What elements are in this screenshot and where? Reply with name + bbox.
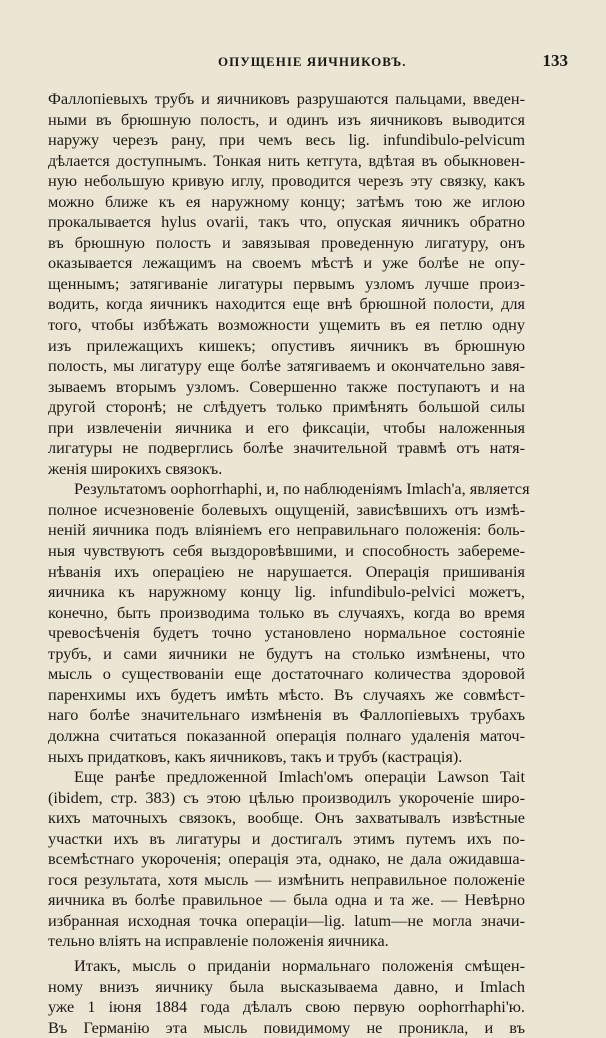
text-line: въ брюшную полость и завязывая проведенную лигатуру, онъ — [48, 232, 525, 252]
text-line: всемѣстнаго укороченія; операція эта, однако, не дала ожидавша- — [48, 849, 525, 869]
text-line: Результатомъ oophorrhaphi, и, по наблюденіямъ Imlach'а, является — [74, 479, 530, 499]
text-line: женія широкихъ связокъ. — [48, 458, 223, 478]
running-title: ОПУЩЕНІЕ ЯИЧНИКОВЪ. — [218, 54, 407, 69]
text-line: яичника въ болѣе правильное — была одна и та же. — Невѣрно — [48, 890, 525, 910]
text-line: изъ прилежащихъ кишекъ; опустивъ яичникъ въ брюшную — [48, 335, 525, 355]
text-line: конечно, быть производима только въ случаяхъ, когда во время — [48, 602, 525, 622]
text-line: участки ихъ въ лигатуры и достигалъ этимъ путемъ ихъ по- — [48, 828, 525, 848]
text-line: можно ближе къ ея наружному концу; затѣмъ тою же иглою — [48, 191, 525, 211]
paragraph-1 — [48, 89, 525, 479]
text-line: ныя чувствуютъ себя выздоровѣвшими, и способность забереме- — [48, 541, 525, 561]
page-header — [48, 50, 568, 76]
text-line: Еще ранѣе предложенной Imlach'омъ операціи Lawson Tait — [74, 767, 525, 787]
text-line: водить, когда яичникъ находится еще внѣ брюшной полости, для — [48, 294, 525, 314]
text-line: дѣлается доступнымъ. Тонкая нить кетгута, вдѣтая въ обыкновен- — [48, 150, 525, 170]
text-line: полость, мы лигатуру еще болѣе затягиваемъ и окончательно завя- — [48, 356, 525, 376]
text-line: неній яичника подъ вліяніемъ его неправильнаго положенія: боль- — [48, 520, 525, 540]
paragraph-4 — [48, 956, 525, 1038]
text-line: другой сторонѣ; не слѣдуетъ только примѣнять большой силы — [48, 397, 525, 417]
paragraph-2 — [48, 479, 530, 767]
text-line: (ibidem, стр. 383) съ этою цѣлью производилъ укороченіе широ- — [48, 787, 525, 807]
text-line: должна считаться показанной операція полнаго удаленія маточ- — [48, 725, 525, 745]
text-line: ную небольшую кривую иглу, проводится черезъ эту связку, какъ — [48, 171, 525, 191]
text-line: избранная исходная точка операціи—lig. latum—не могла значи- — [48, 910, 525, 930]
text-line: щеннымъ; затягиваніе лигатуры первымъ узломъ лучше произ- — [48, 273, 525, 293]
text-line: уже 1 іюня 1884 года дѣлалъ свою первую oophorrhaphi'ю. — [48, 997, 525, 1017]
text-line: оказывается лежащимъ на своемъ мѣстѣ и уже болѣе не опу- — [48, 253, 525, 273]
text-line: полное исчезновеніе болевыхъ ощущеній, зависѣвшихъ отъ измѣ- — [48, 499, 525, 519]
text-line: кихъ маточныхъ связокъ, вообще. Онъ захватывалъ извѣстные — [48, 808, 525, 828]
text-line: ными въ брюшную полость, и одинъ изъ яичниковъ выводится — [48, 109, 525, 129]
text-line: зываемъ вторымъ узломъ. Совершенно также поступаютъ и на — [48, 376, 525, 396]
page-number: 133 — [542, 51, 568, 70]
text-line: ному внизъ яичнику была высказываема давно, и Imlach — [48, 976, 525, 996]
text-line: лигатуры не подверглись болѣе значительной травмѣ отъ натя- — [48, 438, 525, 458]
paragraph-3 — [48, 767, 525, 952]
text-line: Фаллопіевыхъ трубъ и яичниковъ разрушаются пальцами, введен- — [48, 89, 525, 108]
text-line: мысль о существованіи еще достаточнаго количества здоровой — [48, 664, 525, 684]
text-line: того, чтобы избѣжать возможности ущемить въ ея петлю одну — [48, 315, 525, 335]
text-line: при извлеченіи яичника и его фиксаціи, чтобы наложенныя — [48, 417, 525, 437]
text-line: наго болѣе значительнаго измѣненія въ Фаллопіевыхъ трубахъ — [48, 705, 525, 725]
text-line: прокалывается hylus ovarii, такъ что, опуская яичникъ обратно — [48, 212, 525, 232]
text-line: тельно вліять на исправленіе положенія яичника. — [48, 931, 389, 951]
text-line: Итакъ, мысль о приданіи нормальнаго положенія смѣщен- — [74, 955, 525, 975]
text-line: чревосѣченія будетъ точно установлено нормальное состояніе — [48, 623, 525, 643]
text-line: Въ Германію эта мысль повидимому не проникла, и въ — [48, 1017, 525, 1037]
text-line: гося результата, хотя мысль — измѣнить неправильное положеніе — [48, 869, 525, 889]
text-line: трубъ, и сами яичники не будутъ на столько измѣнены, что — [48, 643, 525, 663]
text-line: яичника къ наружному концу lig. infundibulo-pelvici можетъ, — [48, 582, 525, 602]
text-line: нѣванія ихъ операціею не нарушается. Операція пришиванія — [48, 561, 525, 581]
text-line: наружу черезъ рану, при чемъ весь lig. infundibulo-pelvicum — [48, 130, 525, 150]
body-text — [48, 89, 530, 1038]
text-line: ныхъ придатковъ, какъ яичниковъ, такъ и трубъ (кастрація). — [48, 746, 463, 766]
text-line: паренхимы ихъ будетъ имѣть мѣсто. Въ случаяхъ же совмѣст- — [48, 684, 525, 704]
